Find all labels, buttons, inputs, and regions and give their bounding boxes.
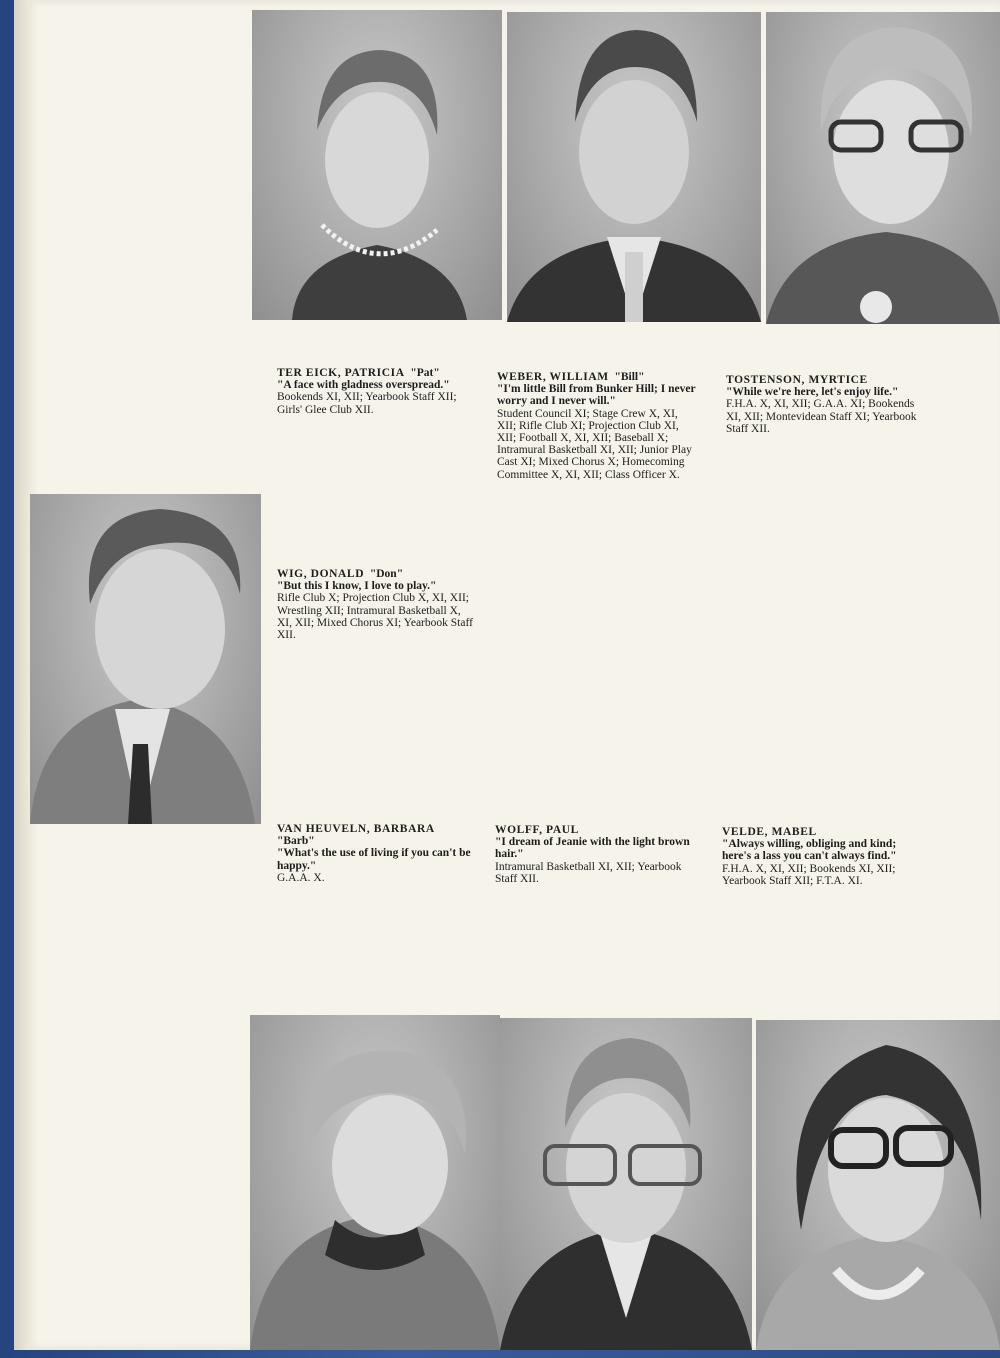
- student-activities: Rifle Club X; Projection Club X, XI, XII; Wrestling XII; Intramural Basketball X, XI, XII; Mixed Chorus XI; Yearbook Staff XII.: [277, 592, 473, 642]
- bio-vanheuveln: [277, 823, 480, 884]
- student-activities: F.H.A. X, XI, XII; G.A.A. XI; Bookends XI, XII; Montevidean Staff XI; Yearbook Staff XII.: [726, 398, 917, 435]
- student-quote: "A face with gladness overspread.": [277, 379, 450, 392]
- bio-tereick: [277, 367, 477, 416]
- bio-wolff: [495, 824, 697, 885]
- student-activities: Bookends XI, XII; Yearbook Staff XII; Girls' Glee Club XII.: [277, 391, 457, 416]
- student-quote: "While we're here, let's enjoy life.": [726, 386, 899, 399]
- student-name: TER EICK, PATRICIA: [277, 367, 405, 379]
- student-name: VAN HEUVELN, BARBARA: [277, 823, 435, 835]
- portrait-photo-velde: [756, 1020, 1000, 1350]
- student-nickname: "Barb": [277, 835, 315, 848]
- student-activities: G.A.A. X.: [277, 871, 325, 884]
- student-quote: "I'm little Bill from Bunker Hill; I never worry and I never will.": [497, 383, 696, 408]
- bio-velde: [722, 826, 927, 887]
- student-name: WOLFF, PAUL: [495, 824, 579, 836]
- student-nickname: "Bill": [614, 371, 645, 383]
- portrait-photo-tereick: [252, 10, 502, 320]
- student-nickname: "Pat": [410, 367, 440, 379]
- student-quote: "But this I know, I love to play.": [277, 580, 437, 593]
- student-nickname: "Don": [369, 568, 404, 580]
- student-name: VELDE, MABEL: [722, 826, 817, 838]
- student-activities: Intramural Basketball XI, XII; Yearbook Staff XII.: [495, 860, 682, 885]
- bio-wig: [277, 568, 477, 641]
- bio-tostenson: [726, 374, 931, 435]
- student-quote: "What's the use of living if you can't be happy.": [277, 847, 471, 872]
- student-activities: Student Council XI; Stage Crew X, XI, XII; Rifle Club XI; Projection Club XI, XII; Football X, XI, XII; Baseball X; Intramural Basketball XI, XII; Junior Play Cast XI; Mixed Chorus X; Homecoming Committee X, XI, XII; Class Officer X.: [497, 407, 692, 481]
- portrait-photo-wig: [30, 494, 261, 824]
- portrait-photo-vanheuveln: [250, 1015, 500, 1350]
- student-name: TOSTENSON, MYRTICE: [726, 374, 868, 386]
- student-name: WIG, DONALD: [277, 568, 365, 580]
- student-quote: "I dream of Jeanie with the light brown hair.": [495, 836, 690, 861]
- student-activities: F.H.A. X, XI, XII; Bookends XI, XII; Yearbook Staff XII; F.T.A. XI.: [722, 862, 896, 887]
- student-quote: "Always willing, obliging and kind; here's a lass you can't always find.": [722, 838, 897, 863]
- bio-weber: [497, 371, 699, 481]
- portrait-photo-tostenson: [766, 12, 1000, 324]
- portrait-photo-wolff: [500, 1018, 752, 1350]
- portrait-photo-weber: [507, 12, 761, 322]
- student-name: WEBER, WILLIAM: [497, 371, 609, 383]
